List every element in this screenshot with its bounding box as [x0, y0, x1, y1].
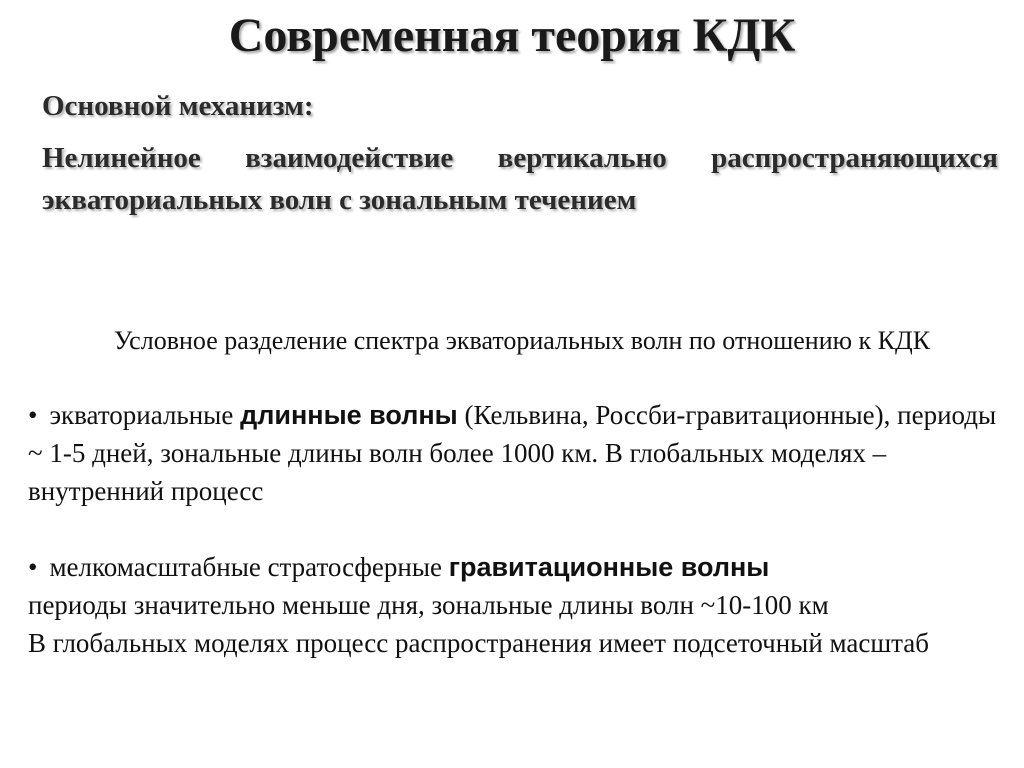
bullet-line-models: В глобальных моделях процесс распространения имеет подсеточный масштаб: [28, 628, 930, 658]
bullet-lead: экваториальные: [49, 400, 241, 430]
mechanism-subheading: Основной механизм:: [42, 90, 314, 122]
slide-title: Современная теория КДК: [228, 9, 796, 62]
spectrum-caption: Условное разделение спектра экваториальных волн по отношению к КДК: [113, 326, 931, 355]
bullet-marker: •: [28, 400, 38, 430]
bullet-long-waves: [28, 396, 1008, 510]
bullet-marker: •: [28, 552, 38, 582]
bullet-gravity-waves: [28, 548, 1008, 662]
bullet-first-line: [28, 548, 1008, 586]
bullet-lead: мелкомасштабные стратосферные: [49, 552, 449, 582]
mechanism-text: Нелинейное взаимодействие вертикально распространяющихся экваториальных волн с зональным течением: [42, 142, 998, 216]
bullet-emphasis: гравитационные волны: [448, 552, 770, 582]
bullet-emphasis: длинные волны: [240, 400, 458, 430]
bullet-line-periods: периоды значительно меньше дня, зональные длины волн ~10-100 км: [28, 590, 829, 620]
bullet-rest: (Кельвина, Россби-гравитационные), периоды ~ 1-5 дней, зональные длины волн более 1000 км. В глобальных моделях – внутренний процесс: [28, 400, 997, 506]
